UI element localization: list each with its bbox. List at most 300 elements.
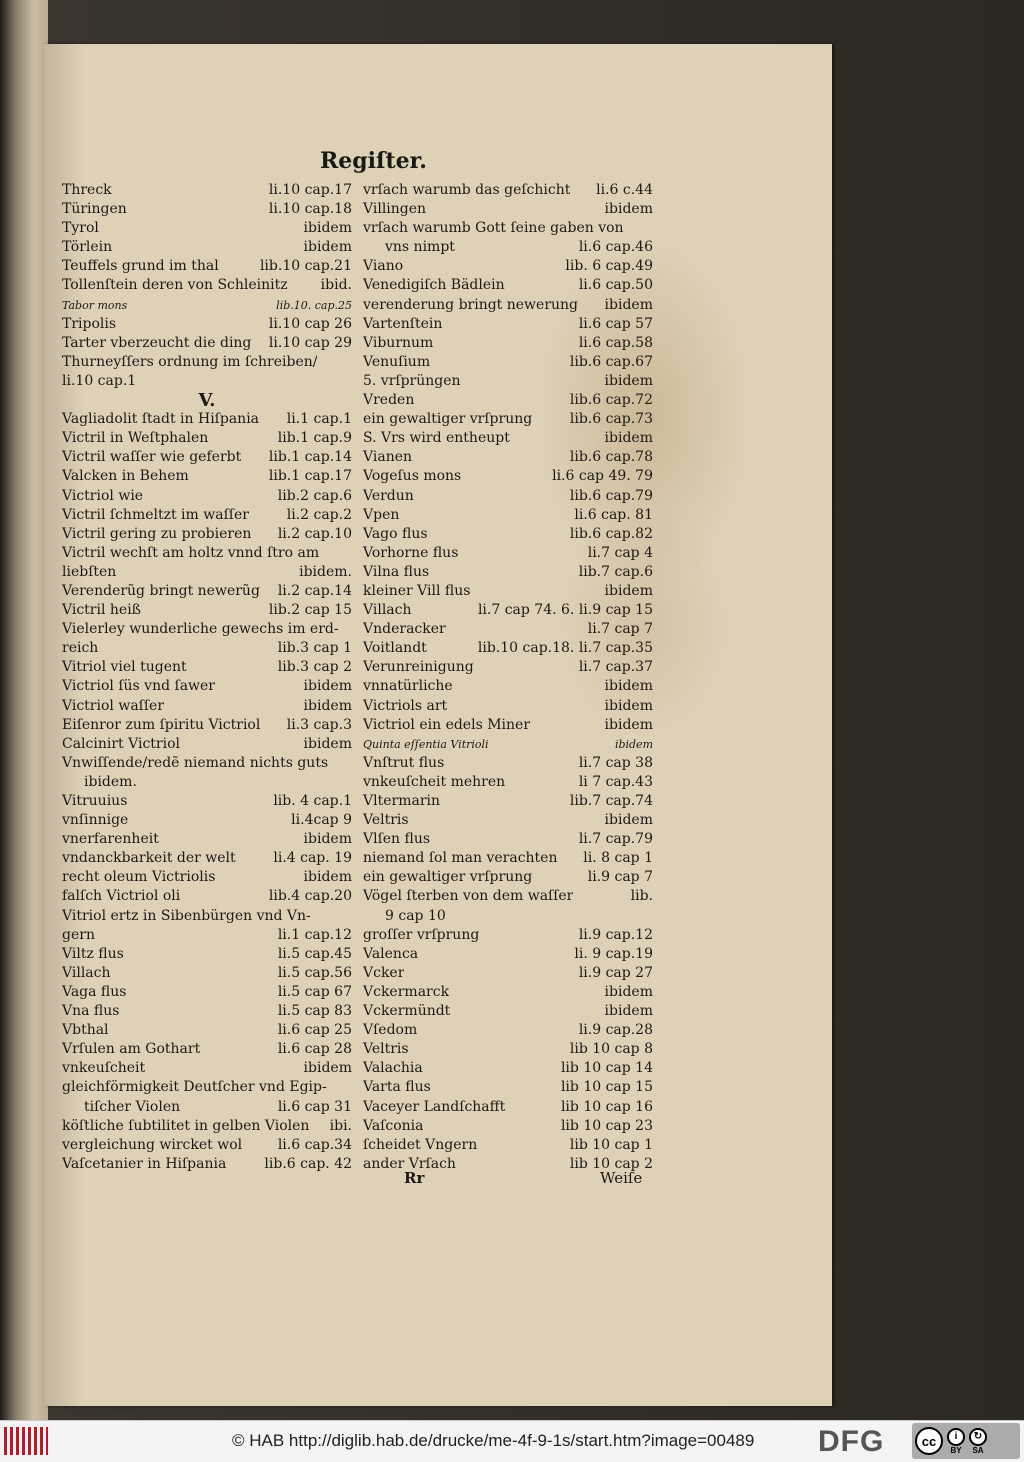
index-entry-term: Vielerley wunderliche gewechs im erd- (62, 621, 339, 638)
index-entry (62, 582, 352, 601)
index-entry (363, 506, 653, 525)
index-entry-term: Tarter vberzeucht die ding (62, 334, 252, 351)
index-entry (363, 945, 653, 964)
index-entry-term: Vitriol ertz in Sibenbürgen vnd Vn- (62, 907, 311, 924)
index-entry-term: Venuſium (363, 353, 431, 370)
index-entry (62, 391, 352, 410)
index-entry (62, 487, 352, 506)
index-entry-term: Eiſenror zum ſpiritu Victriol (62, 716, 261, 733)
index-entry-reference: ibidem (604, 678, 653, 695)
index-entry-reference: lib.2 cap 15 (268, 602, 352, 619)
index-entry (62, 544, 352, 563)
index-entry-reference: ibidem (303, 678, 352, 695)
index-entry-term: Tripolis (62, 315, 117, 332)
index-entry-reference: li.5 cap 67 (277, 983, 352, 1000)
index-entry (62, 525, 352, 544)
index-entry-term: Victril wechſt am holtz vnnd ſtro am (62, 544, 320, 561)
index-entry-reference: lib. (630, 888, 653, 905)
index-entry (363, 487, 653, 506)
index-entry-reference: ibidem (303, 1060, 352, 1077)
index-entry (363, 467, 653, 486)
index-entry-term: tiſcher Violen (84, 1098, 181, 1115)
index-entry-reference: lib.10 cap.18. li.7 cap.35 (477, 640, 653, 657)
index-entry (62, 238, 352, 257)
index-entry-term: Viltz flus (62, 945, 124, 962)
index-entry-reference: lib.10. cap.25 (276, 298, 352, 312)
index-entry-reference: li.5 cap.56 (277, 964, 352, 981)
index-entry-term: Victril heiß (62, 602, 142, 619)
index-entry-term: Valenca (363, 945, 419, 962)
dfg-logo: DFG (818, 1425, 885, 1458)
index-entry (62, 353, 352, 372)
index-entry (363, 353, 653, 372)
index-entry-term: Vrſulen am Gothart (62, 1041, 201, 1058)
index-entry-reference: li.9 cap.28 (578, 1022, 653, 1039)
index-entry (363, 773, 653, 792)
index-entry-reference: ibidem (604, 372, 653, 389)
index-entry-reference: li.10 cap 29 (268, 334, 352, 351)
index-entry-term: Verunreinigung (363, 659, 474, 676)
index-entry (363, 391, 653, 410)
index-entry-term: Vltermarin (363, 793, 440, 809)
index-entry (363, 1098, 653, 1117)
index-entry-reference: lib 10 cap 1 (569, 1136, 653, 1153)
index-entry-reference: lib.10 cap.21 (259, 258, 352, 275)
index-entry-term: Vilna flus (363, 563, 430, 580)
index-entry-term: Vlſen flus (363, 831, 431, 848)
index-entry (363, 257, 653, 276)
index-entry-reference: li.7 cap 74. 6. li.9 cap 15 (477, 602, 653, 619)
index-entry-term: Tyrol (62, 220, 99, 237)
index-entry-reference: li.6 cap. 81 (574, 506, 653, 523)
index-entry (62, 467, 352, 486)
index-entry (62, 945, 352, 964)
index-entry (363, 1040, 653, 1059)
index-entry (363, 735, 653, 754)
index-entry-term: Tabor mons (62, 298, 128, 312)
index-entry-reference: lib.4 cap.20 (268, 888, 352, 905)
index-entry (363, 582, 653, 601)
index-entry-term: Calcinirt Victriol (62, 735, 181, 752)
index-entry-term: V. (198, 391, 216, 411)
index-entry (62, 907, 352, 926)
index-entry-reference: li. 9 cap.19 (574, 945, 653, 962)
index-entry-term: vndanckbarkeit der welt (62, 850, 236, 867)
index-entry (62, 1021, 352, 1040)
catchword: Weiſe (600, 1169, 643, 1187)
viewer-footer (0, 1420, 1024, 1462)
index-entry-term: Törlein (62, 239, 113, 256)
index-entry (62, 1098, 352, 1117)
index-entry-reference: li.10 cap 26 (268, 315, 352, 332)
index-entry (363, 410, 653, 429)
index-entry (363, 315, 653, 334)
index-entry-term: liebſten (62, 563, 117, 580)
index-entry-term: vns nimpt (385, 239, 455, 256)
index-entry-term: Vnſtrut flus (363, 754, 445, 771)
index-entry-reference: ibidem (604, 296, 653, 313)
index-entry-reference: ibidem (604, 582, 653, 599)
index-entry-term: Voitlandt (363, 640, 427, 657)
index-entry-term: ein gewaltiger vrſprung (363, 411, 533, 428)
index-entry-term: ſcheidet Vngern (363, 1136, 478, 1153)
index-entry (62, 735, 352, 754)
cc-by-icon: i BY (947, 1428, 965, 1455)
index-entry-reference: lib 10 cap 14 (560, 1060, 653, 1077)
index-entry (363, 1136, 653, 1155)
index-entry-term: vrſach warumb das geſchicht (363, 182, 571, 198)
index-entry (62, 716, 352, 735)
index-entry-reference: li.5 cap 83 (277, 1003, 352, 1020)
index-entry-term: niemand ſol man verachten (363, 850, 558, 867)
index-entry (62, 563, 352, 582)
index-entry-reference: ibidem (604, 697, 653, 714)
index-entry-reference: li.6 cap.46 (578, 239, 653, 256)
index-entry (363, 296, 653, 315)
index-entry (62, 200, 352, 219)
index-entry-reference: lib.1 cap.14 (268, 449, 352, 466)
index-entry-reference: li. 8 cap 1 (583, 850, 653, 867)
index-entry-term: Vckermarck (363, 983, 450, 1000)
index-entry-term: verenderung bringt newerung (363, 296, 579, 313)
index-entry-term: vnſinnige (62, 812, 129, 829)
index-entry (62, 1059, 352, 1078)
index-entry-reference: lib.1 cap.17 (268, 468, 352, 485)
index-entry-term: Vianen (363, 449, 413, 466)
index-entry-term: vnkeuſcheit (62, 1060, 146, 1077)
index-entry-reference: li.7 cap 4 (587, 544, 653, 561)
index-entry-term: vnerfarenheit (62, 831, 159, 848)
index-entry-reference: ibi. (329, 1117, 352, 1134)
index-entry-reference: lib. 4 cap.1 (273, 793, 352, 809)
index-entry (363, 276, 653, 295)
index-entry-term: Vorhorne flus (363, 544, 459, 561)
copyright-credit: © HAB http://diglib.hab.de/drucke/me-4f-9-1s/start.htm?image=00489 (232, 1431, 755, 1450)
index-entry-term: groſſer vrſprung (363, 926, 480, 943)
index-entry-reference: ibidem (604, 1003, 653, 1020)
index-entry (62, 181, 352, 200)
index-entry (363, 926, 653, 945)
index-entry (62, 620, 352, 639)
index-entry-term: Victril waſſer wie geferbt (62, 449, 242, 466)
index-entry-term: köſtliche ſubtilitet in gelben Violen (62, 1117, 310, 1134)
index-entry (62, 1040, 352, 1059)
index-entry-term: vnnatürliche (363, 678, 453, 695)
index-entry-reference: li.6 cap 49. 79 (552, 468, 653, 485)
index-entry-reference: ibidem (604, 430, 653, 447)
index-entry-term: gern (62, 926, 95, 943)
index-entry (62, 410, 352, 429)
index-entry-reference: li.6 cap.34 (277, 1136, 352, 1153)
index-entry-term: Viano (363, 258, 404, 275)
index-entry-reference: li.6 cap 31 (277, 1098, 352, 1115)
index-entry-term: ein gewaltiger vrſprung (363, 869, 533, 886)
index-entry-reference: lib.7 cap.6 (578, 563, 653, 580)
index-entry (363, 716, 653, 735)
index-entry (62, 276, 352, 295)
index-entry-term: Veltris (363, 1041, 409, 1058)
index-entry (363, 658, 653, 677)
index-entry (363, 563, 653, 582)
index-entry-reference: ibidem (303, 735, 352, 752)
index-entry (62, 887, 352, 906)
index-entry-term: Vnderacker (363, 621, 446, 638)
index-entry-term: Vreden (363, 392, 415, 409)
index-entry (62, 296, 352, 315)
index-entry-term: Teuffels grund im thal (62, 258, 219, 275)
index-entry-term: Threck (62, 182, 112, 198)
index-entry (62, 754, 352, 773)
index-entry-reference: lib.6 cap. 42 (264, 1155, 352, 1172)
index-entry (62, 219, 352, 238)
index-entry-term: Villingen (363, 201, 427, 218)
index-column-left (62, 181, 352, 1174)
index-entry-term: Veltris (363, 812, 409, 829)
index-entry-term: S. Vrs wird entheupt (363, 430, 510, 447)
index-entry-reference: lib.6 cap.72 (569, 392, 653, 409)
previous-page-edge (0, 0, 48, 1420)
index-entry-term: Victril in Weſtphalen (62, 430, 209, 447)
index-entry (363, 334, 653, 353)
index-entry-reference: li.2 cap.14 (277, 582, 352, 599)
index-entry-term: falſch Victriol oli (62, 888, 181, 905)
index-entry-reference: ibidem (604, 983, 653, 1000)
index-entry-reference: li.7 cap.79 (578, 831, 653, 848)
cc-by-label: BY (950, 1445, 962, 1455)
index-entry-term: li.10 cap.1 (62, 372, 137, 389)
index-entry (62, 1117, 352, 1136)
index-entry (62, 448, 352, 467)
index-entry-term: Villach (62, 964, 111, 981)
index-entry-term: ibidem. (84, 773, 137, 790)
index-entry-reference: lib.2 cap.6 (277, 487, 352, 504)
index-entry (363, 868, 653, 887)
index-entry-reference: li.2 cap.2 (286, 506, 352, 523)
index-entry (363, 639, 653, 658)
index-entry-term: Vſedom (363, 1022, 418, 1039)
index-entry-reference: lib 10 cap 15 (560, 1079, 653, 1096)
index-entry-term: Victriol wie (62, 487, 144, 504)
index-entry (62, 849, 352, 868)
index-entry-reference: ibidem (614, 737, 653, 751)
index-entry-reference: li.6 cap 28 (277, 1041, 352, 1058)
index-entry-term: ander Vrſach (363, 1155, 456, 1172)
index-entry-reference: li.1 cap.12 (277, 926, 352, 943)
index-entry-term: Vnwiſſende/redẽ niemand nichts guts (62, 754, 329, 771)
index-entry (363, 849, 653, 868)
index-entry-reference: li.9 cap.12 (578, 926, 653, 943)
index-column-right (363, 181, 653, 1174)
index-entry-term: Vna flus (62, 1003, 120, 1020)
index-entry-term: Vitruuius (62, 793, 128, 809)
index-entry-reference: ibidem (303, 239, 352, 256)
index-entry-term: Türingen (62, 201, 127, 218)
index-entry-term: Vogeſus mons (363, 468, 462, 485)
index-entry-term: recht oleum Victriolis (62, 869, 216, 886)
index-entry-term: Viburnum (363, 334, 434, 351)
index-entry-reference: li.6 cap 57 (578, 315, 653, 332)
cc-license-badge (912, 1423, 1020, 1459)
index-entry (363, 372, 653, 391)
index-entry-term: 5. vrſprüngen (363, 372, 461, 389)
index-entry (363, 1002, 653, 1021)
cc-icon: cc (915, 1427, 943, 1455)
index-entry (62, 792, 352, 811)
index-entry-term: Vpen (363, 506, 400, 523)
index-entry-reference: lib.6 cap.78 (569, 449, 653, 466)
index-entry-term: Vaſcetanier in Hiſpania (62, 1155, 227, 1172)
index-entry-term: Villach (363, 602, 412, 619)
index-entry-term: Valachia (363, 1060, 423, 1077)
index-entry-term: Victril gering zu probieren (62, 525, 252, 542)
index-entry-reference: ibidem. (299, 563, 352, 580)
index-entry-term: gleichförmigkeit Deutſcher vnd Egip- (62, 1079, 327, 1096)
index-entry (363, 429, 653, 448)
index-entry (62, 334, 352, 353)
index-entry-term: Vaga flus (62, 983, 127, 1000)
index-entry (363, 1078, 653, 1097)
index-entry-reference: lib.6 cap.79 (569, 487, 653, 504)
index-entry-reference: lib. 6 cap.49 (565, 258, 653, 275)
index-entry-reference: lib 10 cap 16 (560, 1098, 653, 1115)
index-entry-term: Varta flus (363, 1079, 431, 1096)
index-entry-reference: lib.6 cap.73 (569, 411, 653, 428)
index-entry (363, 601, 653, 620)
index-entry-reference: li.7 cap 7 (587, 621, 653, 638)
cc-sa-label: SA (972, 1445, 984, 1455)
index-entry (62, 372, 352, 391)
index-entry-reference: lib 10 cap 23 (560, 1117, 653, 1134)
index-entry-reference: lib.1 cap.9 (277, 430, 352, 447)
index-entry-reference: li.7 cap 38 (578, 754, 653, 771)
index-entry-term: Victriol ein edels Miner (363, 716, 531, 733)
index-entry-term: Verdun (363, 487, 414, 504)
index-entry-reference: ibidem (303, 831, 352, 848)
index-entry (363, 219, 653, 238)
index-entry (363, 887, 653, 906)
index-entry-term: kleiner Vill flus (363, 582, 471, 599)
index-entry (363, 525, 653, 544)
index-entry (62, 658, 352, 677)
index-entry (62, 773, 352, 792)
index-entry (363, 792, 653, 811)
index-entry-term: Vaceyer Landſchafft (363, 1098, 506, 1115)
index-entry-reference: li.5 cap.45 (277, 945, 352, 962)
index-entry (363, 907, 653, 926)
index-entry (62, 506, 352, 525)
index-entry-term: Vögel ſterben von dem waſſer (363, 888, 574, 905)
index-entry (363, 830, 653, 849)
index-entry-term: Vagliadolit ſtadt in Hiſpania (62, 411, 260, 428)
index-entry-term: Vckermündt (363, 1003, 451, 1020)
index-entry-term: Victriol waſſer (62, 697, 165, 714)
index-entry (62, 257, 352, 276)
index-entry-term: 9 cap 10 (385, 907, 446, 924)
index-entry-term: vrſach warumb Gott ſeine gaben von (363, 220, 624, 237)
index-entry-reference: lib 10 cap 2 (569, 1155, 653, 1172)
index-entry (62, 677, 352, 696)
index-entry-term: vergleichung wircket wol (62, 1136, 243, 1153)
index-entry (363, 200, 653, 219)
index-entry-reference: li.6 cap 25 (277, 1022, 352, 1039)
index-entry (363, 983, 653, 1002)
index-entry-term: Quinta eſſentia Vitrioli (363, 737, 489, 751)
index-entry-term: Victriol ſüs vnd ſawer (62, 678, 215, 695)
index-entry-term: Vitriol viel tugent (62, 659, 187, 676)
index-entry-reference: lib.3 cap 2 (277, 659, 352, 676)
index-entry-term: Venedigiſch Bädlein (363, 277, 505, 294)
index-entry (363, 448, 653, 467)
index-entry-reference: lib.7 cap.74 (569, 793, 653, 809)
index-entry-reference: li.4cap 9 (291, 812, 352, 829)
index-entry-reference: ibidem (604, 812, 653, 829)
index-entry-term: reich (62, 640, 99, 657)
index-entry-reference: ibidem (604, 716, 653, 733)
index-entry-reference: li.4 cap. 19 (273, 850, 352, 867)
index-entry (62, 697, 352, 716)
index-entry (62, 1002, 352, 1021)
index-entry (363, 544, 653, 563)
index-entry-reference: li.10 cap.17 (268, 182, 352, 198)
index-entry-reference: ibid. (320, 277, 352, 294)
index-entry-reference: ibidem (303, 869, 352, 886)
index-entry-term: Vartenſtein (363, 315, 443, 332)
index-entry (363, 697, 653, 716)
index-entry-term: Vago flus (363, 525, 428, 542)
index-entry (62, 1078, 352, 1097)
index-entry (363, 811, 653, 830)
index-entry-reference: li 7 cap.43 (578, 773, 653, 790)
index-entry (363, 238, 653, 257)
index-entry-reference: li.2 cap.10 (277, 525, 352, 542)
index-entry-reference: li.10 cap.18 (268, 201, 352, 218)
index-entry-reference: ibidem (303, 697, 352, 714)
signature-mark: Rr (404, 1169, 425, 1187)
index-entry (363, 1117, 653, 1136)
hab-logo-icon (4, 1427, 48, 1455)
index-entry-term: Valcken in Behem (62, 468, 189, 485)
index-entry (62, 811, 352, 830)
index-entry (62, 429, 352, 448)
index-entry-reference: li.6 c.44 (596, 182, 653, 198)
index-entry-reference: li.9 cap 27 (578, 964, 653, 981)
index-entry (62, 830, 352, 849)
index-entry-reference: lib.6 cap.82 (569, 525, 653, 542)
index-entry-reference: li.3 cap.3 (286, 716, 352, 733)
index-entry (62, 983, 352, 1002)
index-entry (363, 181, 653, 200)
index-entry (62, 926, 352, 945)
index-entry (62, 601, 352, 620)
index-entry-reference: ibidem (303, 220, 352, 237)
index-entry (62, 964, 352, 983)
index-entry (62, 639, 352, 658)
index-entry (363, 754, 653, 773)
index-entry-reference: li.7 cap.37 (578, 659, 653, 676)
index-entry-term: Verenderũg bringt newerũg (62, 582, 260, 599)
index-entry-reference: lib 10 cap 8 (569, 1041, 653, 1058)
index-entry (62, 868, 352, 887)
cc-sa-icon: ↻ SA (969, 1428, 987, 1455)
index-entry (62, 315, 352, 334)
index-entry (363, 677, 653, 696)
index-entry-term: Tollenſtein deren von Schleinitz (62, 277, 288, 294)
index-entry (62, 1155, 352, 1174)
index-entry (62, 1136, 352, 1155)
index-entry-term: Vcker (363, 964, 405, 981)
index-entry-term: Vbthal (62, 1022, 109, 1039)
index-entry (363, 1021, 653, 1040)
